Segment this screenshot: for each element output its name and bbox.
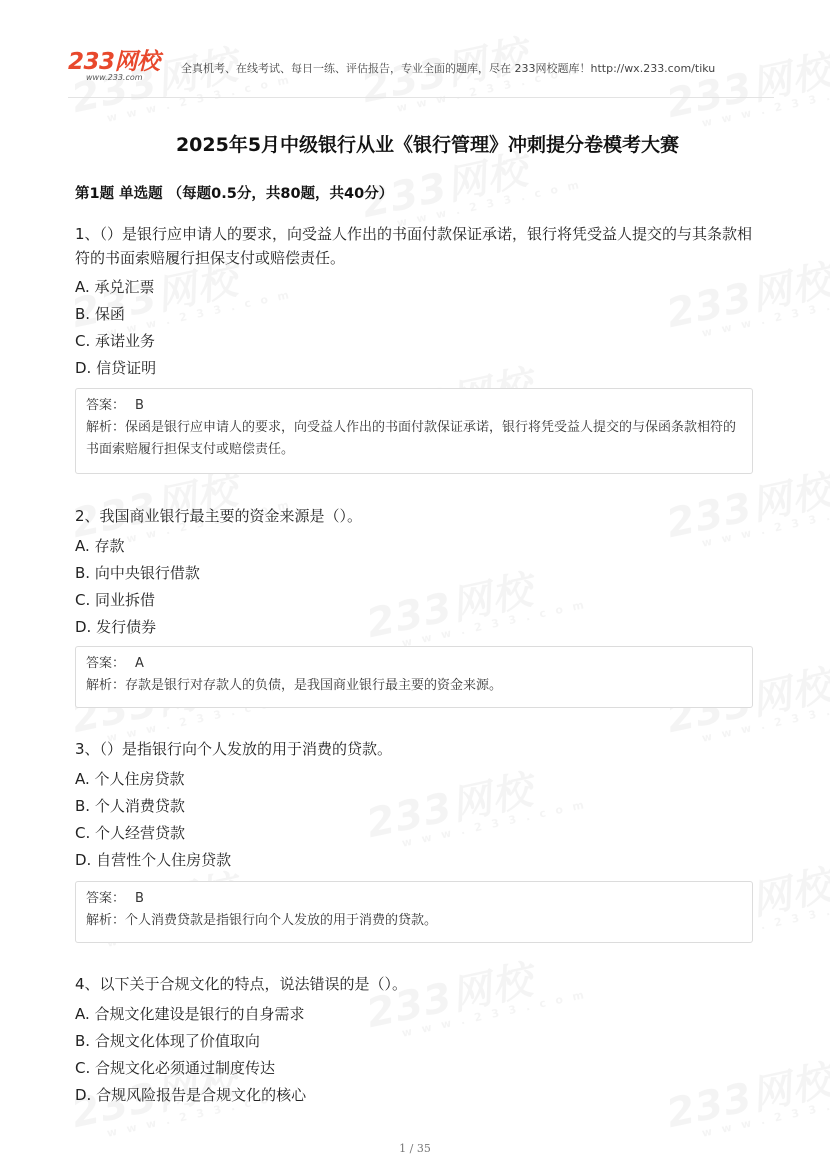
question-stem: 2、我国商业银行最主要的资金来源是（）。 bbox=[75, 507, 363, 525]
answer-value: A bbox=[135, 656, 144, 671]
question-option: B. 向中央银行借款 bbox=[75, 564, 200, 582]
question-stem: 1、（）是银行应申请人的要求，向受益人作出的书面付款保证承诺，银行将凭受益人提交的与其条款相符的书面索赔履行担保支付或赔偿责任。 bbox=[75, 225, 753, 267]
header-divider bbox=[68, 97, 774, 98]
question-option: C. 个人经营贷款 bbox=[75, 824, 186, 842]
question-option: A. 个人住房贷款 bbox=[75, 770, 185, 788]
answer-row bbox=[86, 653, 742, 675]
logo-url: www.233.com bbox=[86, 73, 143, 82]
question-option: B. 个人消费贷款 bbox=[75, 797, 185, 815]
question-option: C. 合规文化必须通过制度传达 bbox=[75, 1059, 276, 1077]
question-option: B. 合规文化体现了价值取向 bbox=[75, 1032, 260, 1050]
answer-analysis: 解析：保函是银行应申请人的要求，向受益人作出的书面付款保证承诺，银行将凭受益人提交的与保函条款相符的书面索赔履行担保支付或赔偿责任。 bbox=[86, 420, 737, 457]
question-option: D. 信贷证明 bbox=[75, 359, 157, 377]
question-option: A. 承兑汇票 bbox=[75, 278, 155, 296]
logo-text: 233网校 bbox=[68, 49, 160, 75]
answer-value: B bbox=[135, 398, 144, 413]
answer-box bbox=[75, 646, 753, 708]
answer-label: 答案： bbox=[86, 656, 126, 671]
watermark bbox=[661, 1038, 830, 1146]
answer-box bbox=[75, 881, 753, 943]
answer-analysis: 解析：存款是银行对存款人的负债，是我国商业银行最主要的资金来源。 bbox=[86, 678, 503, 693]
watermark bbox=[361, 748, 588, 856]
question-option: A. 存款 bbox=[75, 537, 125, 555]
brand-logo[interactable] bbox=[68, 50, 168, 84]
answer-analysis: 解析：个人消费贷款是指银行向个人发放的用于消费的贷款。 bbox=[86, 913, 438, 928]
answer-row bbox=[86, 395, 742, 417]
answer-row bbox=[86, 888, 742, 910]
question-option: D. 发行债券 bbox=[75, 618, 157, 636]
question-stem: 3、（）是指银行向个人发放的用于消费的贷款。 bbox=[75, 740, 393, 758]
question-option: B. 保函 bbox=[75, 305, 125, 323]
answer-box bbox=[75, 388, 753, 474]
section-title: 第1题 单选题 （每题0.5分，共80题，共40分） bbox=[75, 186, 394, 202]
watermark bbox=[361, 548, 588, 656]
header-slogan: 全真机考、在线考试、每日一练、评估报告，专业全面的题库，尽在 233网校题库！http://wx.233.com/tiku bbox=[181, 62, 716, 75]
question-option: D. 自营性个人住房贷款 bbox=[75, 851, 232, 869]
question-option: A. 合规文化建设是银行的自身需求 bbox=[75, 1005, 305, 1023]
question-option: C. 同业拆借 bbox=[75, 591, 156, 609]
question-option: D. 合规风险报告是合规文化的核心 bbox=[75, 1086, 307, 1104]
document-title: 2025年5月中级银行从业《银行管理》冲刺提分卷模考大赛 bbox=[175, 134, 680, 156]
page-number: 1 / 35 bbox=[399, 1142, 431, 1155]
question-stem: 4、以下关于合规文化的特点，说法错误的是（）。 bbox=[75, 975, 408, 993]
question-option: C. 承诺业务 bbox=[75, 332, 156, 350]
answer-label: 答案： bbox=[86, 891, 126, 906]
answer-value: B bbox=[135, 891, 144, 906]
answer-label: 答案： bbox=[86, 398, 126, 413]
page-header bbox=[68, 50, 758, 90]
